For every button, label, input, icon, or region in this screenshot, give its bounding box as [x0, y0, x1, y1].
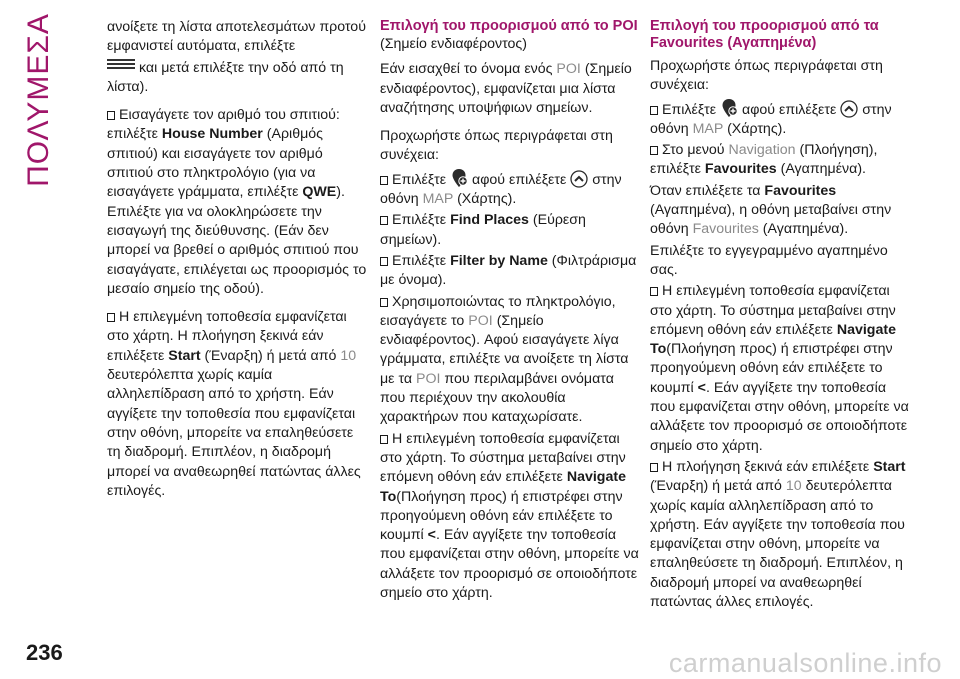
step-bullet-icon	[650, 463, 658, 472]
page-number: 236	[26, 640, 63, 665]
column-3	[650, 18, 912, 621]
step-bullet-icon	[380, 176, 388, 185]
step: Η επιλεγμένη τοποθεσία εμφανίζεται στο χάρτη. Το σύστημα μεταβαίνει στην επόμενη οθόνη εάν επιλέξετε Navigate To(Πλοήγηση προς) ή επιστρέφει στην προηγούμενη οθόνη εάν επιλέξετε το κουμπί <. Εάν αγγίξετε την τοποθεσία που εμφανίζεται στην οθόνη, μπορείτε να αλλάξετε τον προορισμό σε οποιοδήποτε σημείο στο χάρτη.	[650, 283, 909, 454]
watermark: carmanualsonline.info	[668, 648, 942, 678]
location-pin-icon	[720, 98, 738, 118]
paragraph: Επιλέξτε το εγγεγραμμένο αγαπημένο σας.	[650, 242, 888, 278]
section-heading: Επιλογή του προορισμού από τα Favourites (Αγαπημένα)	[650, 18, 879, 51]
section-side-tab	[14, 13, 64, 187]
step: Η επιλεγμένη τοποθεσία εμφανίζεται στο χάρτη. Το σύστημα μεταβαίνει στην επόμενη οθόνη εάν επιλέξετε Navigate To(Πλοήγηση προς) ή επιστρέφει στην προηγούμενη οθόνη εάν επιλέξετε το κουμπί <. Εάν αγγίξετε την τοποθεσία που εμφανίζεται στην οθόνη, μπορείτε να αλλάξετε τον προορισμό σε οποιοδήποτε σημείο στο χάρτη.	[380, 430, 639, 602]
step-bullet-icon	[380, 257, 388, 266]
paragraph: Εάν εισαχθεί το όνομα ενός POI (Σημείο ενδιαφέροντος), εμφανίζεται μια λίστα αναζήτησης υποψήφιων σημείων.	[380, 61, 632, 116]
step: Η πλοήγηση ξεκινά εάν επιλέξετε Start (Έναρξη) ή μετά από 10 δευτερόλεπτα χωρίς καμία αλληλεπίδραση από το χρήστη. Εάν αγγίξετε την τοποθεσία που εμφανίζεται στην οθόνη, μπορείτε να επαληθεύσετε τη διαδρομή. Επιπλέον, η διαδρομή μπορεί να αναθεωρηθεί πατώντας άλλες επιλογές.	[650, 458, 906, 611]
section-subheading: (Σημείο ενδιαφέροντος)	[380, 36, 527, 52]
step-bullet-icon	[107, 313, 115, 322]
list-menu-icon	[107, 57, 135, 71]
column-1	[107, 18, 369, 510]
step: Στο μενού Navigation (Πλοήγηση), επιλέξτε Favourites (Αγαπημένα).	[650, 142, 878, 178]
location-pin-icon	[450, 168, 468, 188]
step-bullet-icon	[107, 111, 115, 120]
step-bullet-icon	[650, 146, 658, 155]
chevron-up-icon	[840, 100, 858, 118]
step: Εισαγάγετε τον αριθμό του σπιτιού: επιλέξτε House Number (Αριθμός σπιτιού) και εισαγάγετε τον αριθμό σπιτιού στο πληκτρολόγιο (για να εισαγάγετε γράμματα, επιλέξτε QWE). Επιλέξτε για να ολοκληρώσετε την εισαγωγή της διεύθυνσης. (Εάν δεν μπορεί να βρεθεί ο αριθμός σπιτιού που εισαγάγατε, επιλέγεται ως προορισμός το μεσαίο σημείο της οδού).	[107, 107, 367, 297]
step: Επιλέξτε Filter by Name (Φιλτράρισμα με όνομα).	[380, 252, 637, 289]
step: Επιλέξτε αφού επιλέξετε στην οθόνη MAP (Χάρτης).	[650, 98, 912, 140]
step: Χρησιμοποιώντας το πληκτρολόγιο, εισαγάγετε το POI (Σημείο ενδιαφέροντος). Αφού εισαγάγετε λίγα γράμματα, επιλέξτε να ανοίξετε τη λίστα με τα POI που περιλαμβάνει ονόματα που περιέχουν την ακολουθία χαρακτήρων που καταχωρίσατε.	[380, 293, 629, 426]
step-bullet-icon	[380, 216, 388, 225]
section-heading: Επιλογή του προορισμού από το POI	[380, 18, 638, 34]
chevron-up-icon	[570, 170, 588, 188]
paragraph: Όταν επιλέξετε τα Favourites (Αγαπημένα), η οθόνη μεταβαίνει στην οθόνη Favourites (Αγαπημένα).	[650, 182, 892, 238]
paragraph: Προχωρήστε όπως περιγράφεται στη συνέχεια:	[380, 128, 613, 164]
section-title: ΠΟΛΥΜΕΣΑ	[22, 13, 55, 187]
step-bullet-icon	[650, 106, 658, 115]
step-bullet-icon	[650, 287, 658, 296]
paragraph: Προχωρήστε όπως περιγράφεται στη συνέχεια:	[650, 58, 883, 94]
step: Η επιλεγμένη τοποθεσία εμφανίζεται στο χάρτη. Η πλοήγηση ξεκινά εάν επιλέξετε Start (Έναρξη) ή μετά από 10 δευτερόλεπτα χωρίς καμία αλληλεπίδραση από το χρήστη. Εάν αγγίξετε την τοποθεσία που εμφανίζεται στην οθόνη, μπορείτε να επαληθεύσετε τη διαδρομή. Επιπλέον, η διαδρομή μπορεί να αναθεωρηθεί πατώντας άλλες επιλογές.	[107, 309, 361, 499]
paragraph: ανοίξετε τη λίστα αποτελεσμάτων προτού εμφανιστεί αυτόματα, επιλέξτε και μετά επιλέξτε την οδό από τη λίστα).	[107, 19, 366, 95]
column-2	[380, 18, 642, 612]
step-bullet-icon	[380, 298, 388, 307]
step-bullet-icon	[380, 435, 388, 444]
step: Επιλέξτε Find Places (Εύρεση σημείων).	[380, 212, 586, 248]
step: Επιλέξτε αφού επιλέξετε στην οθόνη MAP (Χάρτης).	[380, 168, 642, 210]
